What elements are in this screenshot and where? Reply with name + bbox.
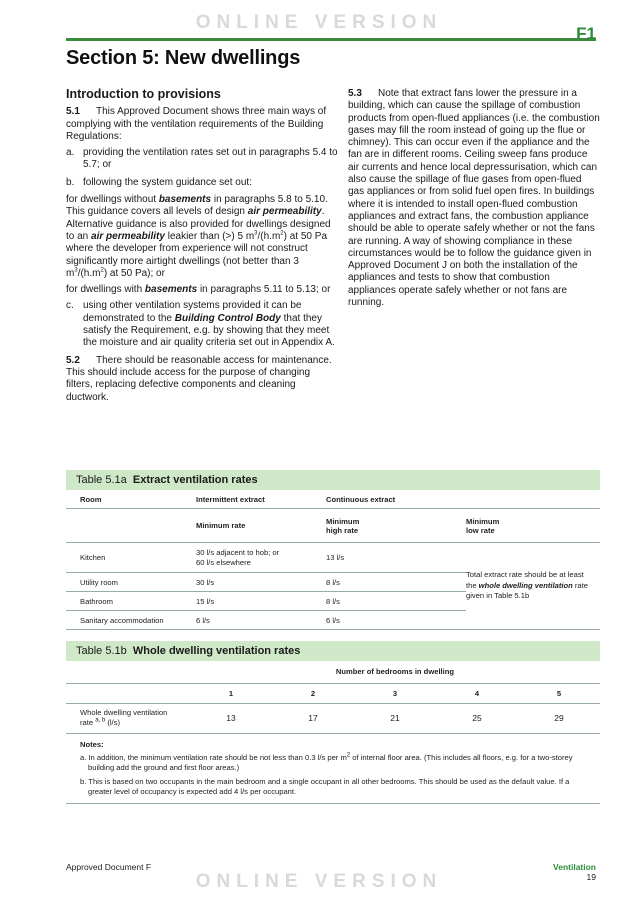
list-item-a bbox=[66, 147, 338, 172]
table-cell: 29 bbox=[518, 703, 600, 733]
watermark-bottom: ONLINE VERSION bbox=[195, 871, 443, 892]
list-item-c bbox=[66, 300, 338, 349]
left-column bbox=[66, 88, 338, 408]
page-number: 19 bbox=[586, 872, 596, 882]
list-marker: b. bbox=[66, 176, 75, 188]
paragraph-number: 5.2 bbox=[66, 354, 80, 366]
table-cell: Kitchen bbox=[66, 543, 196, 573]
page-title: Section 5: New dwellings bbox=[66, 47, 301, 69]
table-cell: 8 l/s bbox=[326, 592, 466, 611]
column-header: Minimum high rate bbox=[326, 509, 466, 543]
table-cell: 15 l/s bbox=[196, 592, 326, 611]
table-cell: Bathroom bbox=[66, 592, 196, 611]
right-column bbox=[348, 88, 600, 313]
watermark-top: ONLINE VERSION bbox=[195, 12, 443, 33]
defined-term[interactable]: air permeability bbox=[91, 230, 165, 242]
table-cell: 17 bbox=[272, 703, 354, 733]
list-marker: a. bbox=[66, 147, 75, 159]
table-cell: 6 l/s bbox=[196, 611, 326, 630]
note-a: a. In addition, the minimum ventilation rate should be not less than 0.3 l/s per $m^2$ of internal floor area. (This includes all floors, e.g. for a two-storey building add the ground and first floor areas.) bbox=[80, 751, 573, 772]
defined-term[interactable]: basements bbox=[144, 284, 198, 296]
table-row bbox=[66, 543, 600, 573]
table-notes bbox=[66, 734, 600, 804]
column-header: Minimum rate bbox=[196, 509, 326, 543]
column-header: 2 bbox=[272, 683, 354, 703]
paragraph-text: This Approved Document shows three main ways of complying with the ventilation requirements of the Building Regulations: bbox=[66, 106, 327, 142]
table-cell: 13 l/s bbox=[326, 543, 466, 573]
defined-term[interactable]: basements bbox=[158, 194, 212, 206]
paragraph-number: 5.1 bbox=[66, 106, 80, 118]
list-marker: c. bbox=[66, 300, 74, 312]
list-item-b bbox=[66, 177, 338, 189]
paragraph-text: Note that extract fans lower the pressure in a building, which can cause the spillage of combustion products from open-flued appliances (i.e. the combustion gases may fill the room instead of going up the flue or chimney). This can occur even if the appliance and the fan are in different rooms. Ceiling sweep fans produce air currents and hence local depressurisation, which can also cause the spillage of flue gases from open-flued gas appliances or from solid fuel open fires. In buildings where it is intended to install open-flued combustion appliances and extract fans, the combustion appliance should be able to operate safely whether or not the fans are running. A way of showing compliance in these circumstances would be to follow the guidance given in Approved Document J on both the installation of the appliances and tests to show that combustion appliances operate safely whether or not fans are running. bbox=[348, 88, 600, 309]
column-header: 5 bbox=[518, 683, 600, 703]
section-badge: F1 bbox=[576, 24, 596, 43]
table-cell: 30 l/s bbox=[196, 573, 326, 592]
table-5-1a bbox=[66, 470, 600, 630]
table-cell: Total extract rate should be at least the whole dwelling ventilation rate given in Table 5.1b bbox=[466, 543, 600, 630]
column-header: Room bbox=[66, 490, 196, 509]
sub-item-without-basements: for dwellings without basements in paragraphs 5.8 to 5.10. This guidance covers all levels of design air permeability. Alternative guidance is also provided for dwellings designed to an air permeability leakier than (>) 5 $m^3/(h.m^2)$ at 50 Pa where the developer from experience will not construct significantly more airtight dwellings (not better than 3 $m^3/(h.m^2)$ at 50 Pa); or bbox=[66, 194, 331, 279]
paragraph-number: 5.3 bbox=[348, 88, 362, 99]
table-cell: 30 l/s adjacent to hob; or 60 l/s elsewhere bbox=[196, 543, 326, 573]
paragraph-text: There should be reasonable access for maintenance. This should include access for the purpose of changing filters, replacing defective components and cleaning ductwork. bbox=[66, 354, 332, 403]
paragraph-5-3 bbox=[348, 88, 600, 309]
extract-rates-table bbox=[66, 490, 600, 630]
column-header: Minimum low rate bbox=[466, 509, 600, 543]
defined-term[interactable]: Building Control Body bbox=[174, 312, 281, 324]
note-b: b. This is based on two occupants in the main bedroom and a single occupant in all other bedrooms. This should be used as the default value. If a greater level of occupancy is expected add 4 l/s per occupant. bbox=[80, 776, 570, 796]
defined-term[interactable]: air permeability bbox=[247, 206, 322, 218]
paragraph-5-2 bbox=[66, 355, 338, 404]
section-heading: Introduction to provisions bbox=[66, 87, 221, 101]
column-header: Continuous extract bbox=[326, 490, 600, 509]
column-header: Number of bedrooms in dwelling bbox=[190, 661, 600, 683]
footer-document-name: Approved Document F bbox=[66, 862, 152, 872]
list-text: using other ventilation systems provided it can be demonstrated to the Building Control Body that they satisfy the Requirement, e.g. by showing that they meet the moisture and air quality criteria set out in Appendix A. bbox=[83, 300, 335, 349]
row-label: Whole dwelling ventilation rate $^{a, b}$ (l/s) bbox=[66, 703, 190, 733]
notes-title: Notes: bbox=[80, 739, 104, 749]
table-cell: 21 bbox=[354, 703, 436, 733]
column-header: 1 bbox=[190, 683, 272, 703]
table-cell: 13 bbox=[190, 703, 272, 733]
column-header: 3 bbox=[354, 683, 436, 703]
list-text: providing the ventilation rates set out in paragraphs 5.4 to 5.7; or bbox=[83, 147, 338, 171]
table-row bbox=[66, 703, 600, 733]
list-text: following the system guidance set out: bbox=[83, 176, 252, 188]
table-caption: Table 5.1a Extract ventilation rates bbox=[66, 470, 600, 490]
paragraph-5-1 bbox=[66, 106, 338, 143]
column-header: Intermittent extract bbox=[196, 490, 326, 509]
table-5-1b bbox=[66, 641, 600, 804]
table-cell: 6 l/s bbox=[326, 611, 466, 630]
column-header: 4 bbox=[436, 683, 518, 703]
table-cell: Sanitary accommodation bbox=[66, 611, 196, 630]
table-cell: Utility room bbox=[66, 573, 196, 592]
whole-dwelling-table bbox=[66, 661, 600, 734]
footer-section-label: Ventilation bbox=[553, 862, 596, 872]
table-cell: 25 bbox=[436, 703, 518, 733]
table-caption: Table 5.1b Whole dwelling ventilation rates bbox=[66, 641, 600, 661]
table-cell: 8 l/s bbox=[326, 573, 466, 592]
header-rule bbox=[66, 38, 596, 41]
sub-item-with-basements: for dwellings with basements in paragraphs 5.11 to 5.13; or bbox=[66, 284, 331, 296]
